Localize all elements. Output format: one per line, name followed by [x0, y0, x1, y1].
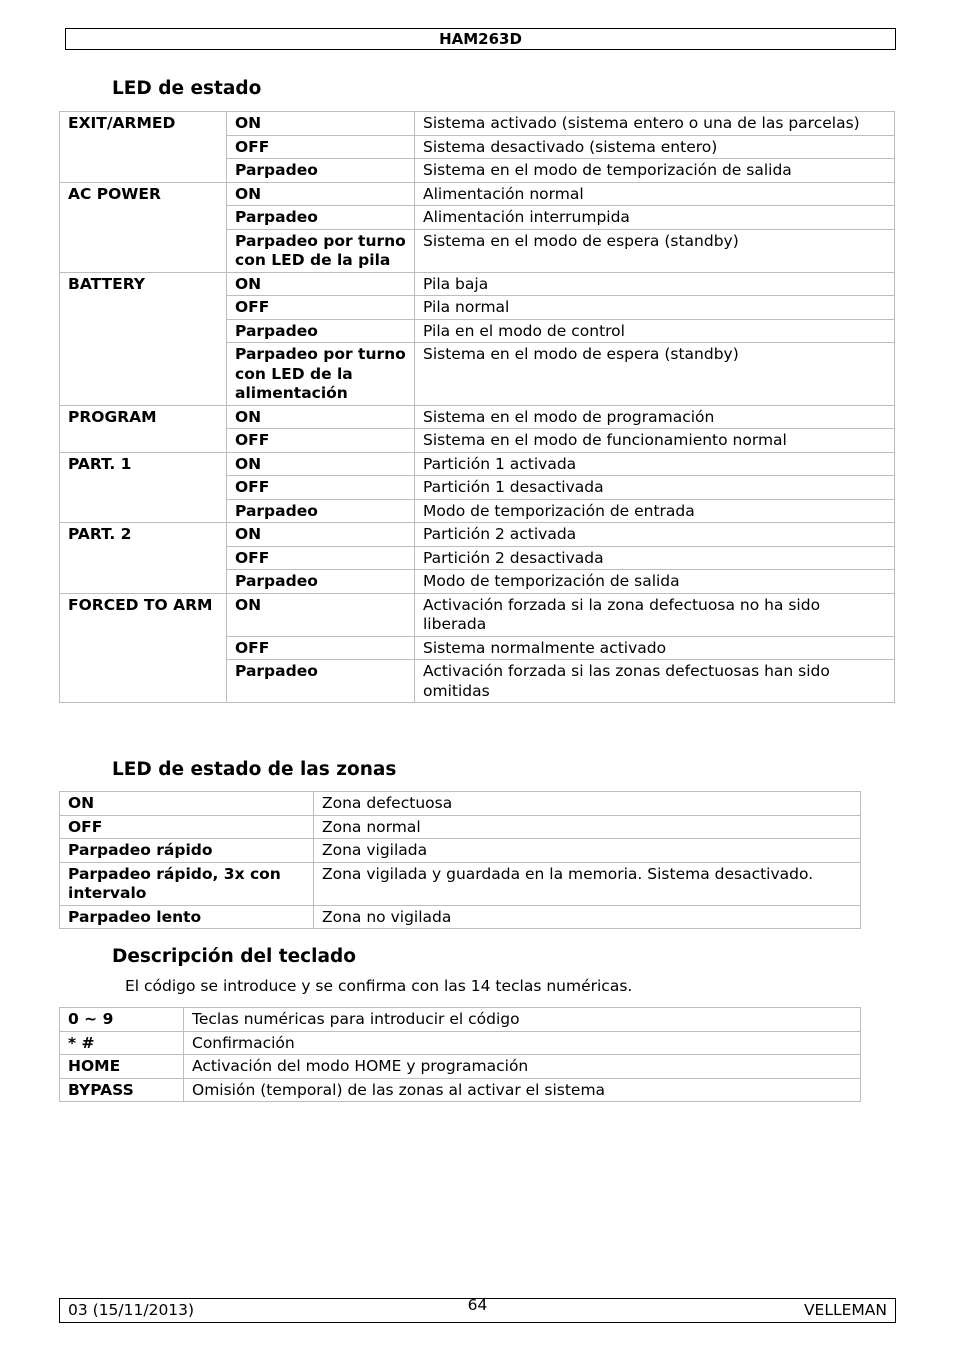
led-name-cell: FORCED TO ARM [60, 593, 227, 703]
table-row [60, 815, 861, 839]
table-row [60, 272, 895, 296]
led-meaning-cell: Sistema en el modo de programación [415, 405, 895, 429]
led-meaning-cell: Modo de temporización de salida [415, 570, 895, 594]
key-cell: OFF [60, 815, 314, 839]
led-meaning-cell: Pila normal [415, 296, 895, 320]
led-state-cell: OFF [227, 546, 415, 570]
model-name: HAM263D [439, 30, 522, 48]
table-row [60, 593, 895, 636]
led-meaning-cell: Pila en el modo de control [415, 319, 895, 343]
led-state-cell: Parpadeo [227, 660, 415, 703]
table-row [60, 1008, 861, 1032]
led-name-cell: EXIT/ARMED [60, 112, 227, 183]
led-meaning-cell: Partición 1 activada [415, 452, 895, 476]
document-footer [59, 1298, 896, 1323]
key-cell: * # [60, 1031, 184, 1055]
led-meaning-cell: Activación forzada si la zona defectuosa no ha sido liberada [415, 593, 895, 636]
table-row [60, 862, 861, 905]
led-state-cell: ON [227, 593, 415, 636]
led-state-cell: Parpadeo [227, 570, 415, 594]
keypad-intro: El código se introduce y se confirma con las 14 teclas numéricas. [125, 977, 633, 995]
key-cell: HOME [60, 1055, 184, 1079]
table-row [60, 405, 895, 429]
description-cell: Omisión (temporal) de las zonas al activar el sistema [184, 1078, 861, 1102]
description-cell: Zona vigilada [314, 839, 861, 863]
section-title-keypad: Descripción del teclado [112, 946, 356, 967]
description-cell: Zona normal [314, 815, 861, 839]
table-row [60, 182, 895, 206]
led-name-cell: BATTERY [60, 272, 227, 405]
led-state-cell: ON [227, 452, 415, 476]
document-header [65, 28, 896, 50]
led-meaning-cell: Sistema en el modo de espera (standby) [415, 343, 895, 406]
led-state-cell: Parpadeo por turno con LED de la pila [227, 229, 415, 272]
description-cell: Zona no vigilada [314, 905, 861, 929]
table-row [60, 452, 895, 476]
led-state-cell: ON [227, 405, 415, 429]
led-name-cell: PART. 2 [60, 523, 227, 594]
led-meaning-cell: Partición 2 desactivada [415, 546, 895, 570]
led-meaning-cell: Modo de temporización de entrada [415, 499, 895, 523]
led-state-cell: OFF [227, 476, 415, 500]
footer-version: 03 (15/11/2013) [68, 1301, 195, 1319]
key-cell: Parpadeo rápido, 3x con intervalo [60, 862, 314, 905]
led-state-cell: Parpadeo por turno con LED de la alimentación [227, 343, 415, 406]
led-name-cell: PART. 1 [60, 452, 227, 523]
led-state-cell: OFF [227, 636, 415, 660]
led-meaning-cell: Activación forzada si las zonas defectuosas han sido omitidas [415, 660, 895, 703]
led-state-cell: Parpadeo [227, 159, 415, 183]
led-meaning-cell: Pila baja [415, 272, 895, 296]
description-cell: Activación del modo HOME y programación [184, 1055, 861, 1079]
led-state-cell: ON [227, 272, 415, 296]
table-row [60, 792, 861, 816]
table-row [60, 1078, 861, 1102]
led-meaning-cell: Alimentación interrumpida [415, 206, 895, 230]
key-cell: 0 ~ 9 [60, 1008, 184, 1032]
led-meaning-cell: Sistema desactivado (sistema entero) [415, 135, 895, 159]
led-state-cell: ON [227, 182, 415, 206]
table-row [60, 523, 895, 547]
led-meaning-cell: Partición 1 desactivada [415, 476, 895, 500]
table-row [60, 839, 861, 863]
footer-brand: VELLEMAN [803, 1301, 887, 1319]
led-meaning-cell: Alimentación normal [415, 182, 895, 206]
table-row [60, 1055, 861, 1079]
led-meaning-cell: Sistema en el modo de temporización de salida [415, 159, 895, 183]
led-state-cell: OFF [227, 135, 415, 159]
led-state-cell: Parpadeo [227, 319, 415, 343]
led-state-cell: OFF [227, 429, 415, 453]
led-state-cell: ON [227, 112, 415, 136]
led-meaning-cell: Sistema activado (sistema entero o una de las parcelas) [415, 112, 895, 136]
section-title-led-estado: LED de estado [112, 78, 262, 99]
led-meaning-cell: Sistema normalmente activado [415, 636, 895, 660]
page-number: 64 [467, 1296, 488, 1314]
zone-led-table [59, 791, 861, 929]
key-cell: Parpadeo rápido [60, 839, 314, 863]
key-cell: BYPASS [60, 1078, 184, 1102]
led-name-cell: AC POWER [60, 182, 227, 272]
section-title-zone-led: LED de estado de las zonas [112, 759, 397, 780]
key-cell: ON [60, 792, 314, 816]
led-state-cell: Parpadeo [227, 206, 415, 230]
led-meaning-cell: Sistema en el modo de funcionamiento normal [415, 429, 895, 453]
led-state-cell: Parpadeo [227, 499, 415, 523]
led-state-cell: ON [227, 523, 415, 547]
table-row [60, 905, 861, 929]
led-state-cell: OFF [227, 296, 415, 320]
led-meaning-cell: Partición 2 activada [415, 523, 895, 547]
table-row [60, 112, 895, 136]
key-cell: Parpadeo lento [60, 905, 314, 929]
description-cell: Confirmación [184, 1031, 861, 1055]
led-status-table [59, 111, 895, 703]
description-cell: Teclas numéricas para introducir el código [184, 1008, 861, 1032]
led-meaning-cell: Sistema en el modo de espera (standby) [415, 229, 895, 272]
description-cell: Zona defectuosa [314, 792, 861, 816]
table-row [60, 1031, 861, 1055]
led-name-cell: PROGRAM [60, 405, 227, 452]
keypad-table [59, 1007, 861, 1102]
description-cell: Zona vigilada y guardada en la memoria. Sistema desactivado. [314, 862, 861, 905]
